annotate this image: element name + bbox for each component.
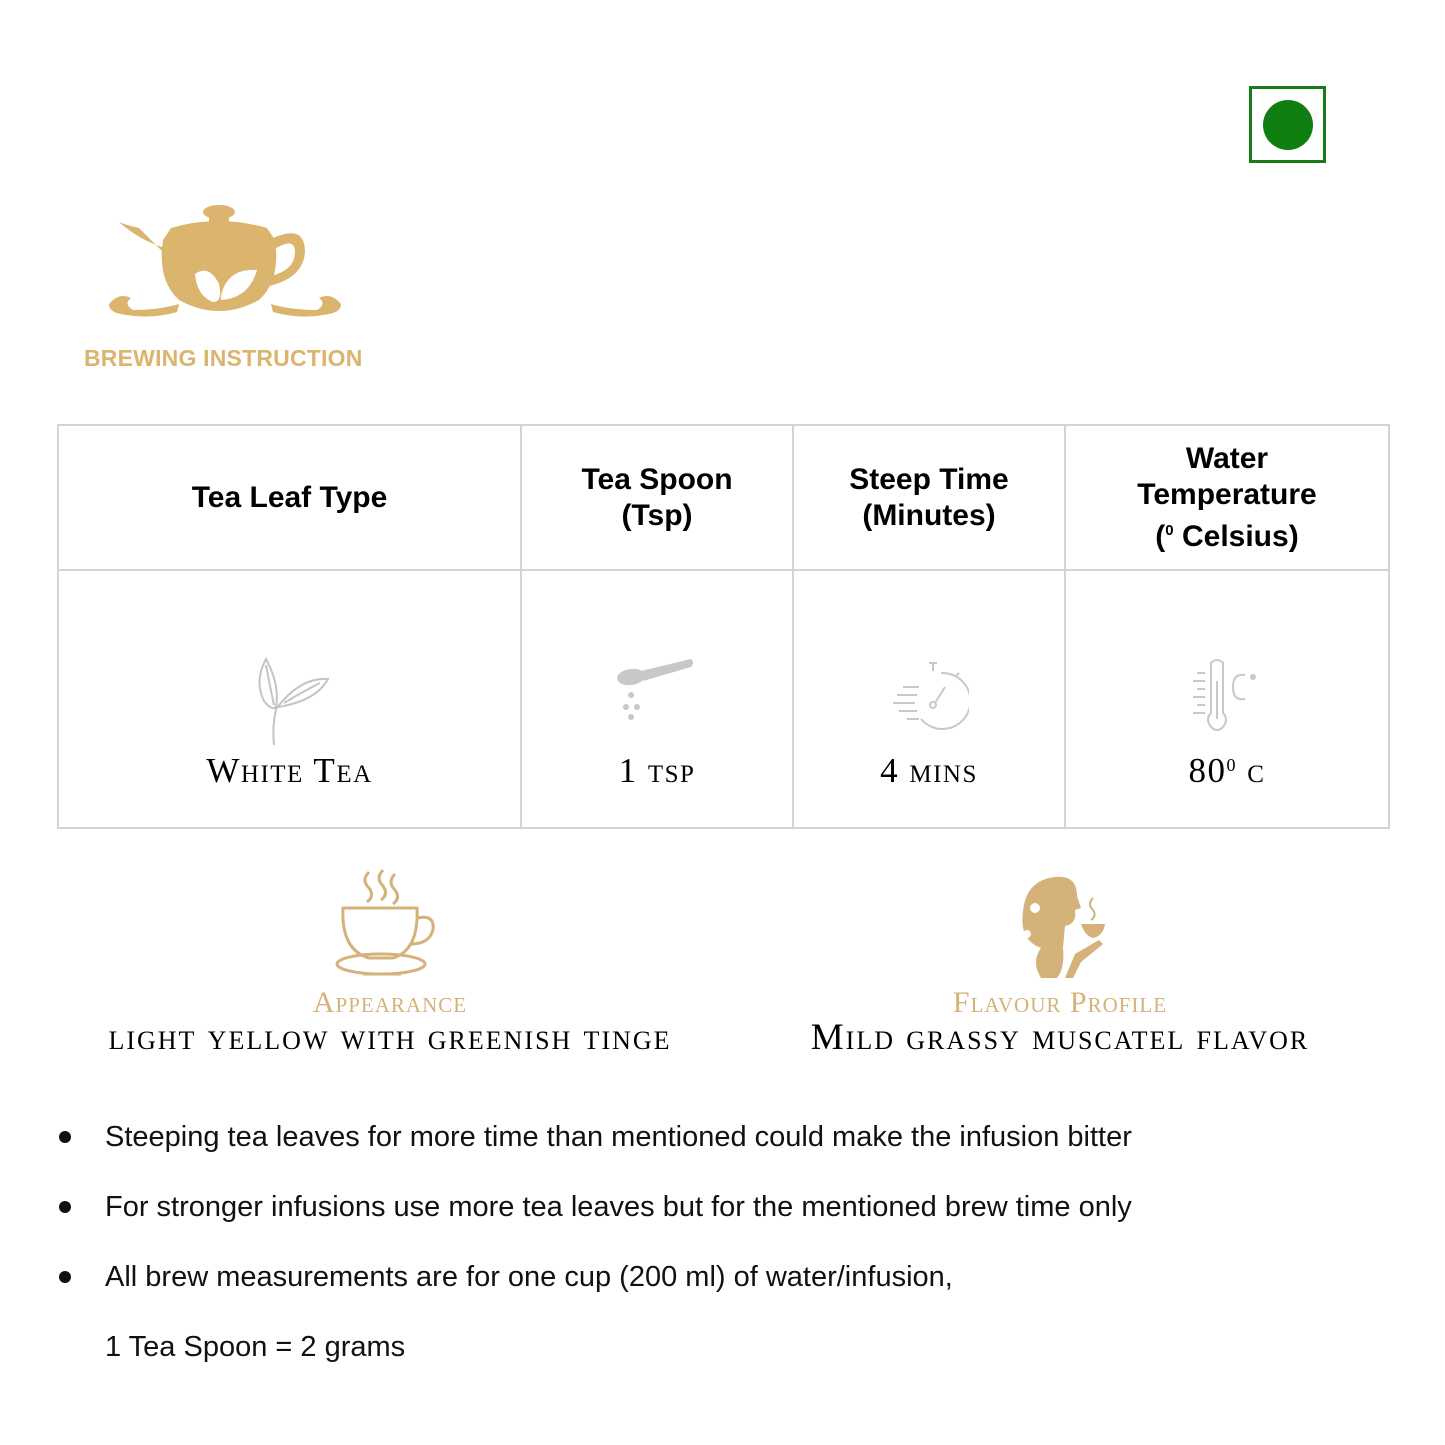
note-item: 1 Tea Spoon = 2 grams	[105, 1331, 406, 1363]
cell-steep-time	[793, 570, 1065, 828]
cell-tea-spoon	[521, 570, 793, 828]
bullet-icon	[59, 1131, 71, 1143]
stopwatch-icon	[889, 657, 969, 747]
tea-spoon-value: 1 tsp	[618, 751, 696, 790]
brewing-table	[57, 424, 1390, 829]
flavour-profile-value: Mild grassy muscatel flavor	[810, 1017, 1310, 1058]
brand-logo	[84, 200, 374, 330]
header-tea-leaf-type: Tea Leaf Type	[58, 425, 521, 570]
steep-time-value: 4 mins	[880, 751, 978, 790]
header-water-temperature: Water Temperature ($^0$ Celsius)	[1065, 425, 1389, 570]
appearance-label: Appearance	[312, 986, 468, 1019]
brewing-notes	[57, 1115, 1357, 1395]
note-item: Steeping tea leaves for more time than mentioned could make the infusion bitter	[57, 1115, 1357, 1185]
teapot-logo-icon	[109, 200, 349, 330]
tea-leaf-icon	[250, 657, 330, 747]
cell-tea-type	[58, 570, 521, 828]
note-item: For stronger infusions use more tea leaves but for the mentioned brew time only	[57, 1185, 1357, 1255]
table-header-row	[58, 425, 1389, 570]
thermometer-icon	[1187, 657, 1267, 747]
cell-water-temperature	[1065, 570, 1389, 828]
note-item: All brew measurements are for one cup (200 ml) of water/infusion,	[57, 1255, 1357, 1325]
appearance-value: light yellow with greenish tinge	[108, 1017, 672, 1058]
table-row	[58, 570, 1389, 828]
bullet-icon	[59, 1271, 71, 1283]
vegetarian-mark	[1249, 86, 1326, 163]
flavour-profile-label: Flavour Profile	[952, 986, 1168, 1019]
bullet-icon	[59, 1201, 71, 1213]
water-temperature-value: $80^0$ c	[1188, 751, 1266, 790]
header-tea-spoon: Tea Spoon (Tsp)	[521, 425, 793, 570]
spoon-icon	[617, 657, 697, 747]
vegetarian-mark-icon	[1263, 100, 1313, 150]
tea-type-value: White Tea	[206, 751, 373, 790]
brand-title: BREWING INSTRUCTION	[84, 345, 363, 371]
header-steep-time: Steep Time (Minutes)	[793, 425, 1065, 570]
woman-sipping-tea-icon	[1005, 868, 1115, 980]
appearance-section	[60, 868, 720, 1058]
tea-cup-icon	[335, 868, 445, 980]
flavour-profile-section	[780, 868, 1340, 1058]
